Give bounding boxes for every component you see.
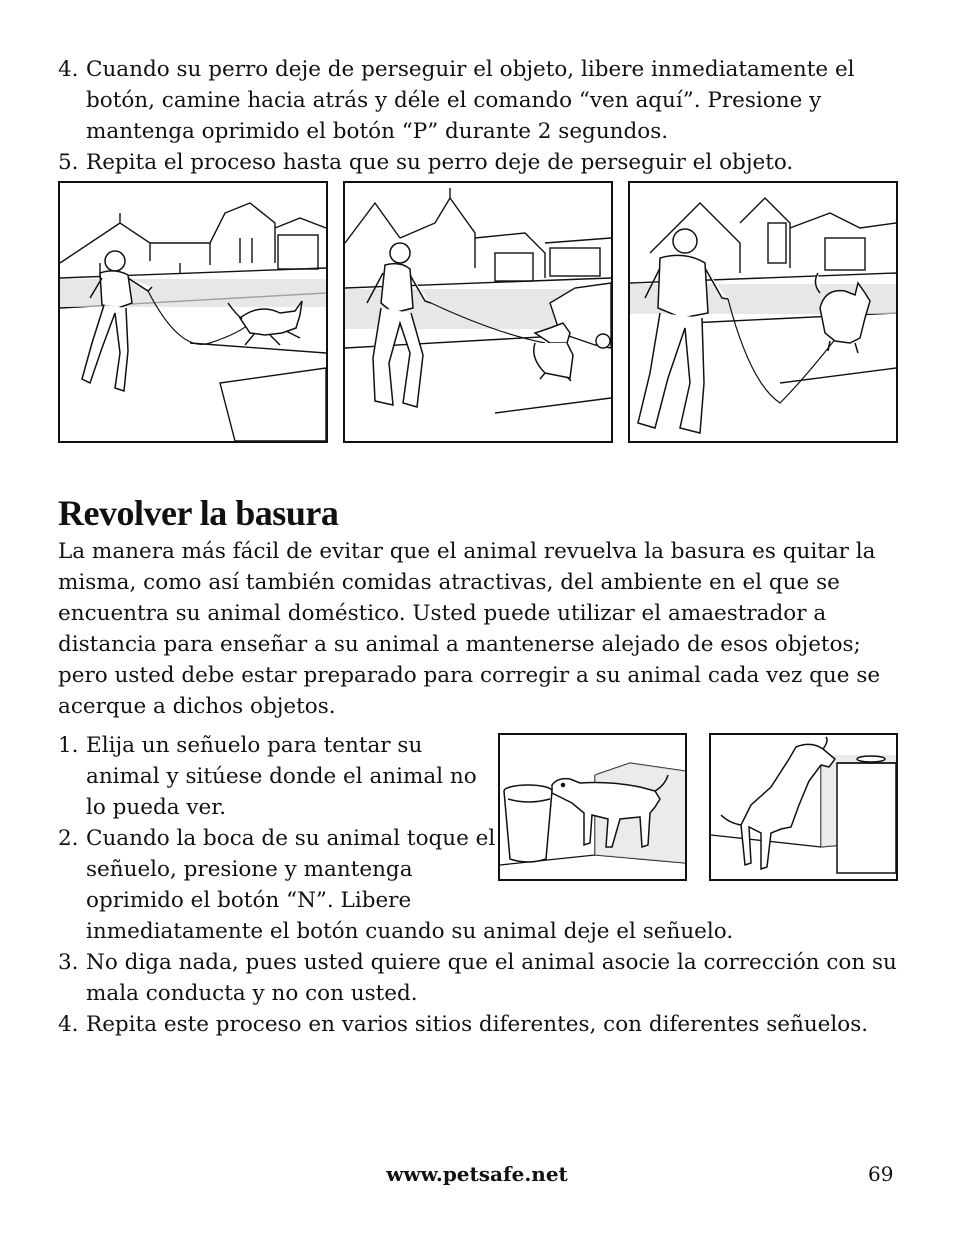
leash-scene-illustration <box>345 183 611 441</box>
page-number: 69 <box>868 1162 894 1186</box>
lower-step-list-continued <box>58 916 918 1040</box>
step-item <box>58 147 908 178</box>
step-text-continued: inmediatamente el botón cuando su animal deje el señuelo. <box>86 919 734 944</box>
step-item <box>58 54 908 147</box>
step-number: 4. <box>58 1012 79 1037</box>
step-text: Elija un señuelo para tentar su animal y sitúese donde el animal no lo pueda ver. <box>86 733 477 820</box>
step-item <box>58 730 498 823</box>
step-number: 5. <box>58 150 79 175</box>
section-title: Revolver la basura <box>58 493 339 533</box>
step-number: 1. <box>58 733 79 758</box>
illustration-dog-on-counter <box>709 733 898 881</box>
illustration-panel-dog-chasing <box>58 181 328 443</box>
step-text: No diga nada, pues usted quiere que el animal asocie la corrección con su mala conducta y no con usted. <box>86 950 897 1006</box>
step-text: Repita este proceso en varios sitios diferentes, con diferentes señuelos. <box>86 1012 869 1037</box>
step-text: Cuando la boca de su animal toque el señuelo, presione y mantenga oprimido el botón “N”. Libere <box>86 826 496 913</box>
lower-step-list <box>58 730 498 916</box>
top-step-list <box>58 54 908 178</box>
step-text: Repita el proceso hasta que su perro deje de perseguir el objeto. <box>86 150 794 175</box>
footer-website-url: www.petsafe.net <box>386 1162 568 1186</box>
step-number: 4. <box>58 57 79 82</box>
illustration-panel-owner-pulls-leash <box>343 181 613 443</box>
step-item <box>58 947 918 1009</box>
counter-dog-illustration <box>711 735 896 879</box>
section-intro: La manera más fácil de evitar que el animal revuelva la basura es quitar la misma, como así también comidas atractivas, del ambiente en el que se encuentra su animal doméstico. Usted puede utilizar el amaestrador a distancia para enseñar a su animal a mantenerse alejado de esos objetos; pero usted debe estar preparado para corregir a su animal cada vez que se acerque a dichos objetos. <box>58 539 881 719</box>
dog-stops-scene-illustration <box>630 183 896 441</box>
step-item <box>58 1009 918 1040</box>
chasing-scene-illustration <box>60 183 326 441</box>
step-number: 2. <box>58 826 79 851</box>
illustration-panel-dog-stops <box>628 181 898 443</box>
step-text: Cuando su perro deje de perseguir el objeto, libere inmediatamente el botón, camine hacia atrás y déle el comando “ven aquí”. Presione y mantenga oprimido el botón “P” durante 2 segundos. <box>86 57 855 144</box>
chasing-illustration-row <box>58 181 898 443</box>
step-item <box>58 823 498 916</box>
illustration-dog-sniffing-trash <box>498 733 687 881</box>
step-number: 3. <box>58 950 79 975</box>
trash-can-dog-illustration <box>500 735 685 879</box>
lower-step-list-remaining <box>58 947 918 1040</box>
